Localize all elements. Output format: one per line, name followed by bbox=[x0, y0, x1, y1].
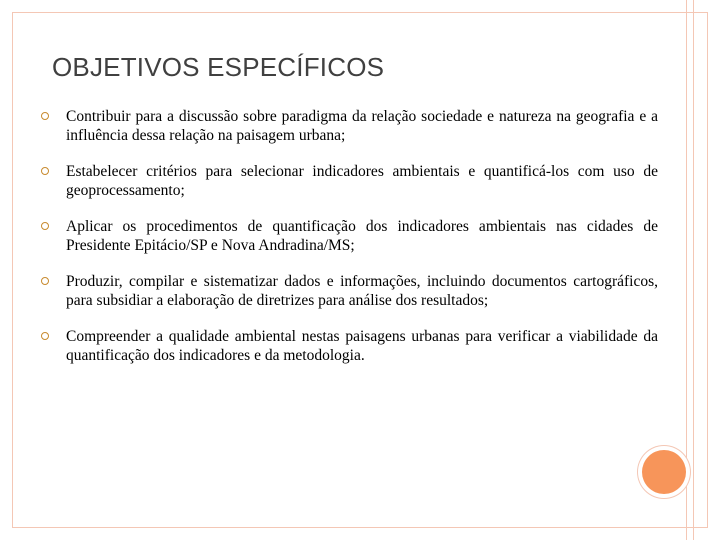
bullet-text: Compreender a qualidade ambiental nestas paisagens urbanas para verificar a viabilidade da quantificação dos indicadores e da metodologia. bbox=[66, 328, 658, 364]
bullet-item bbox=[38, 328, 658, 365]
circle-bullet-icon bbox=[41, 222, 49, 230]
bullet-text: Aplicar os procedimentos de quantificação dos indicadores ambientais nas cidades de Presidente Epitácio/SP e Nova Andradina/MS; bbox=[66, 218, 658, 254]
bullet-item bbox=[38, 108, 658, 145]
circle-bullet-icon bbox=[41, 332, 49, 340]
circle-bullet-icon bbox=[41, 167, 49, 175]
bullet-text: Contribuir para a discussão sobre paradigma da relação sociedade e natureza na geografia e a influência dessa relação na paisagem urbana; bbox=[66, 108, 658, 144]
decorative-vertical-line bbox=[693, 0, 694, 540]
bullet-list bbox=[38, 108, 658, 383]
bullet-text: Estabelecer critérios para selecionar indicadores ambientais e quantificá-los com uso de geoprocessamento; bbox=[66, 163, 658, 199]
circle-bullet-icon bbox=[41, 277, 49, 285]
bullet-item bbox=[38, 218, 658, 255]
bullet-text: Produzir, compilar e sistematizar dados e informações, incluindo documentos cartográficos, para subsidiar a elaboração de diretrizes para análise dos resultados; bbox=[66, 273, 658, 309]
bullet-item bbox=[38, 273, 658, 310]
slide-title: OBJETIVOS ESPECÍFICOS bbox=[52, 52, 385, 82]
decorative-orange-circle bbox=[642, 450, 686, 494]
bullet-item bbox=[38, 163, 658, 200]
circle-bullet-icon bbox=[41, 112, 49, 120]
decorative-vertical-line bbox=[686, 0, 687, 540]
